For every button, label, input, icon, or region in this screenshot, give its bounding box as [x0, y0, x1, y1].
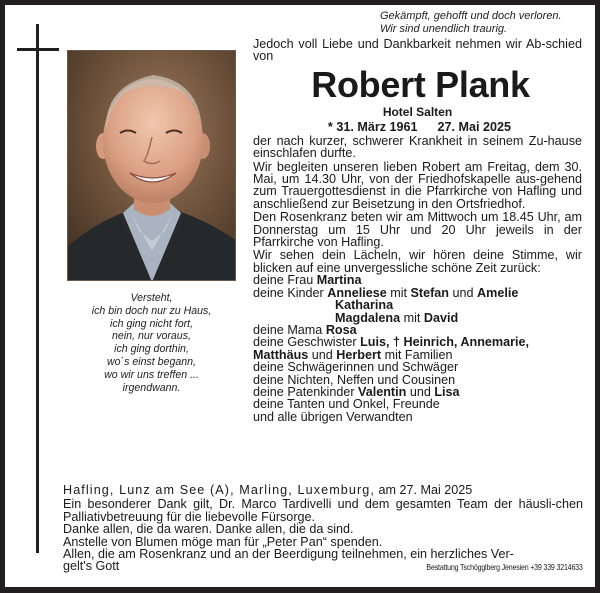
- family-inlaws: deine Schwägerinnen und Schwäger: [253, 360, 459, 375]
- connector: und: [406, 384, 435, 399]
- deceased-name: Robert Plank: [311, 63, 530, 105]
- portrait-illustration: [68, 51, 236, 281]
- name: Martina: [316, 273, 362, 288]
- closing-section: [63, 484, 583, 573]
- undertaker-contact: Bestattung Tschögglberg Jenesien +39 339 3214633: [426, 562, 583, 572]
- label: deine Mama: [253, 322, 326, 337]
- body-paragraph-3: Den Rosenkranz beten wir am Mittwoch um 18.45 Uhr, am Donnerstag um 15 Uhr und 20 Uhr jeweils in der Pfarrkirche von Hafling.: [253, 210, 582, 250]
- date: am 27. Mai 2025: [375, 483, 473, 497]
- connector: mit: [400, 310, 424, 325]
- label: deine Frau: [253, 273, 317, 288]
- poem-line: nein, nur voraus,: [112, 330, 191, 343]
- name: Lisa: [434, 384, 460, 399]
- name: Katharina: [335, 298, 394, 313]
- thanks-text: Ein besonderer Dank gilt, Dr. Marco Tardivelli und dem gesamten Team der häusli-chen Palliativbetreuung für die liebevolle Fürsorge.: [63, 497, 583, 524]
- name: Stefan: [410, 285, 450, 300]
- life-dates: [257, 119, 582, 135]
- poem-line: wo wir uns treffen ...: [104, 368, 199, 381]
- vergelts-end: gelt's Gott: [63, 559, 120, 574]
- places: Hafling, Lunz am See (A), Marling, Luxemburg,: [63, 483, 375, 497]
- footer-row: [63, 560, 583, 572]
- family-children: [253, 287, 582, 299]
- poem-line: ich bin doch nur zu Haus,: [91, 304, 212, 317]
- label: deine Patenkinder: [253, 384, 359, 399]
- poem-line: Versteht,: [130, 292, 173, 304]
- motto: [380, 10, 580, 36]
- death-date: 27. Mai 2025: [437, 119, 512, 134]
- names: Luis, † Heinrich, Annemarie,: [360, 335, 530, 350]
- suffix: mit Familien: [381, 347, 453, 362]
- body-paragraph-2: Wir begleiten unseren lieben Robert am Freitag, dem 30. Mai, um 14.30 Uhr, von der Friedhofskapelle aus-gehend zum Trauergottesdienst in die Pfarrkirche von Hafling und anschließend zur Beisetzung in den Ortsfriedhof.: [253, 159, 582, 211]
- motto-line-2: Wir sind unendlich traurig.: [380, 23, 508, 35]
- body-paragraph-4: Wir sehen dein Lächeln, wir hören deine Stimme, wir blicken auf eine unvergessliche schöne Zeit zurück:: [253, 248, 582, 275]
- label: deine Geschwister: [253, 335, 361, 350]
- family-aunts: deine Tanten und Onkel, Freunde: [253, 397, 440, 412]
- intro-text: Jedoch voll Liebe und Dankbarkeit nehmen wir Ab-schied von: [253, 37, 582, 64]
- body-paragraph-1: der nach kurzer, schwerer Krankheit in seinem Zu-hause einschlafen durfte.: [253, 133, 582, 161]
- motto-line-1: Gekämpft, gehofft und doch verloren.: [380, 10, 562, 22]
- main-column: [253, 38, 582, 423]
- thanks-all-text: Danke allen, die da waren. Danke allen, die da sind.: [63, 522, 354, 537]
- name: Matthäus: [253, 347, 309, 362]
- family-list: [253, 274, 582, 423]
- birth-date: * 31. März 1961: [327, 119, 418, 134]
- cross-icon-vertical: [36, 24, 39, 553]
- name: Magdalena: [335, 310, 401, 325]
- name: Valentin: [358, 384, 407, 399]
- family-nieces: deine Nichten, Neffen und Cousinen: [253, 372, 456, 387]
- portrait-photo: [67, 50, 236, 281]
- cross-icon-horizontal: [17, 48, 59, 51]
- connector: und: [449, 285, 478, 300]
- poem-line: ich ging dorthin,: [114, 343, 189, 356]
- poem-line: wo`s einst begann,: [107, 355, 196, 368]
- vergelts-text: Allen, die am Rosenkranz und an der Beerdigung teilnehmen, ein herzliches Ver-: [63, 547, 514, 562]
- donation-text: Anstelle von Blumen möge man für „Peter Pan“ spenden.: [63, 534, 383, 549]
- connector: und: [308, 347, 337, 362]
- name: Herbert: [336, 347, 382, 362]
- name: David: [423, 310, 459, 325]
- poem-line: irgendwann.: [122, 381, 181, 394]
- label: deine Kinder: [253, 285, 328, 300]
- deceased-subtitle: Hotel Salten: [382, 104, 453, 119]
- name: Amelie: [477, 285, 519, 300]
- name: Anneliese: [327, 285, 387, 300]
- poem-line: ich ging nicht fort,: [109, 317, 194, 330]
- connector: mit: [386, 285, 411, 300]
- family-relatives: und alle übrigen Verwandten: [253, 409, 413, 424]
- poem: [67, 292, 236, 394]
- name: Rosa: [325, 322, 357, 337]
- places-and-date: [63, 484, 583, 496]
